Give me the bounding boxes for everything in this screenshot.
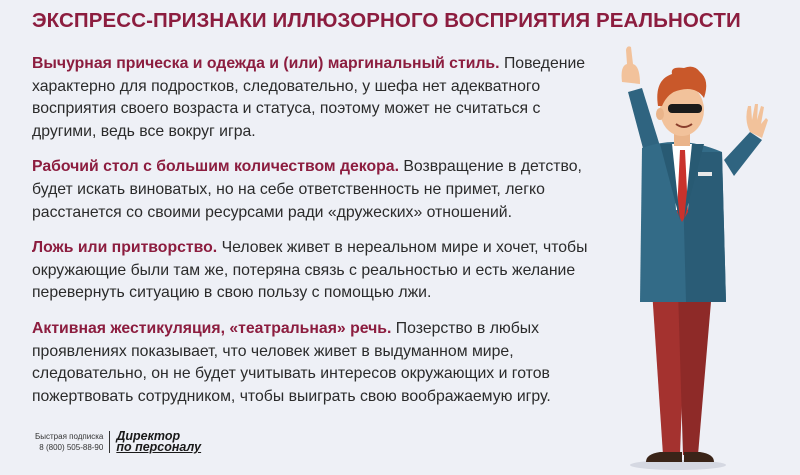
- brand-line-1: Директор: [116, 429, 181, 443]
- list-item: [32, 237, 592, 305]
- pocket: [698, 172, 712, 176]
- item-heading: Ложь или притворство.: [32, 239, 218, 257]
- sunglasses: [668, 104, 702, 113]
- item-text: Человек живет в нереальном мире и хочет, чтобы окружающие были там же, потеряна связь с реальностью и есть желание перевернуть ситуацию в свою пользу с помощью лжи.: [32, 239, 588, 302]
- left-shoe: [646, 452, 682, 462]
- footer: [35, 431, 201, 453]
- right-shoe: [684, 452, 714, 462]
- list-item: [32, 53, 592, 143]
- right-leg: [678, 290, 712, 455]
- list-item: [32, 156, 592, 224]
- item-heading: Вычурная прическа и одежда и (или) маргинальный стиль.: [32, 55, 500, 72]
- item-text: Позерство в любых проявлениях показывает, что человек живет в выдуманном мире, следовательно, он не будет учитывать интересов окружающих и готов пожертвовать сотрудником, чтобы выиграть свою воображаемую игру.: [32, 319, 551, 405]
- ear: [656, 108, 664, 120]
- subscribe-label: Быстрая подписка: [35, 432, 104, 441]
- brand-line-2: по персоналу: [116, 440, 202, 454]
- page-title: ЭКСПРЕСС-ПРИЗНАКИ ИЛЛЮЗОРНОГО ВОСПРИЯТИЯ РЕАЛЬНОСТИ: [32, 9, 741, 32]
- item-heading: Рабочий стол с большим количеством декора.: [32, 158, 399, 176]
- left-hand: [622, 46, 640, 84]
- businessman-illustration: [600, 40, 800, 475]
- left-arm: [628, 88, 660, 152]
- subscription-info: [35, 431, 110, 453]
- main-content: [32, 53, 592, 421]
- item-text: Возвращение в детство, будет искать виноватых, но на себе ответственность не примет, легко расстанется со своими ресурсами ради «дружеских» отношений.: [32, 158, 582, 221]
- item-text: Поведение характерно для подростков, следовательно, у шефа нет адекватного восприятия своего возраста и статуса, поэтому может не считаться с другими, ведь все вокруг игра.: [32, 55, 586, 140]
- right-arm: [724, 132, 762, 176]
- phone-number: 8 (800) 505-88-90: [39, 443, 104, 452]
- brand-logo: [116, 431, 201, 453]
- list-item: [32, 318, 592, 408]
- item-heading: Активная жестикуляция, «театральная» речь.: [32, 319, 392, 337]
